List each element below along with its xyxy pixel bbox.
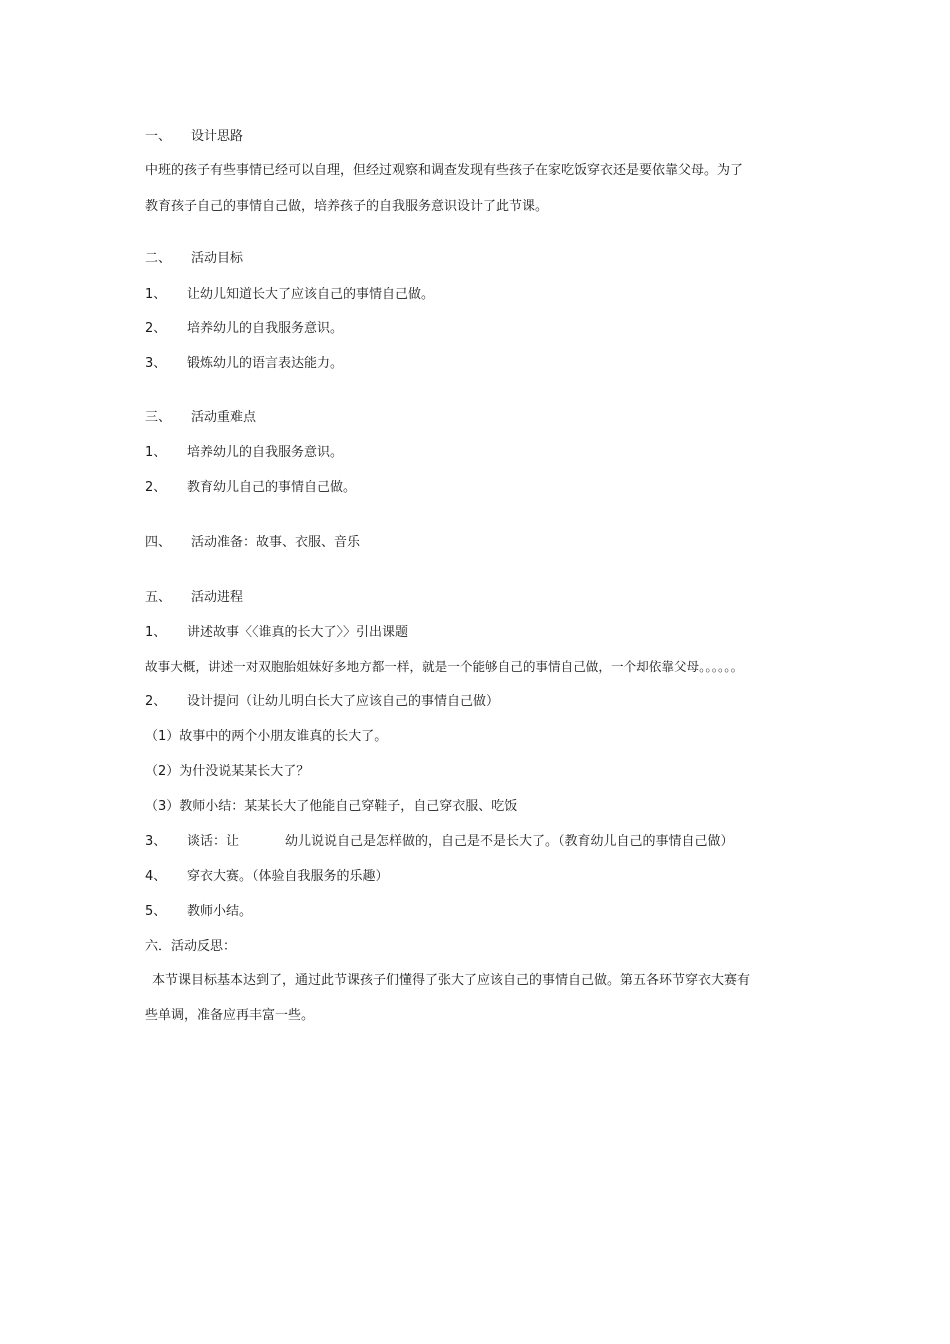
step-text: 教师小结。 xyxy=(187,904,253,919)
section-2-item-text: 让幼儿知道长大了应该自己的事情自己做。 xyxy=(187,287,435,302)
section-5-title: 活动进程 xyxy=(191,590,244,605)
question-1: （1）故事中的两个小朋友谁真的长大了。 xyxy=(145,729,388,744)
section-3-title: 活动重难点 xyxy=(191,410,257,425)
section-2-heading xyxy=(145,250,243,268)
section-5-step-1 xyxy=(145,624,408,642)
section-5-number: 五、 xyxy=(145,590,172,605)
section-2-item xyxy=(145,320,343,338)
section-4-title: 活动准备：故事、衣服、音乐 xyxy=(191,535,361,550)
step-number: 4、 xyxy=(145,869,167,884)
section-1-number: 一、 xyxy=(145,129,172,144)
section-2-item-number: 2、 xyxy=(145,321,167,336)
step-text-a: 谈话：让 xyxy=(187,834,240,849)
section-5-step-3 xyxy=(145,833,734,851)
step-text: 设计提问（让幼儿明白长大了应该自己的事情自己做） xyxy=(187,694,500,709)
section-3-number: 三、 xyxy=(145,410,172,425)
step-number: 1、 xyxy=(145,625,167,640)
section-5-heading xyxy=(145,589,243,607)
section-2-item-number: 3、 xyxy=(145,356,167,371)
section-1-paragraph-line-2: 教育孩子自己的事情自己做，培养孩子的自我服务意识设计了此节课。 xyxy=(145,199,549,214)
section-4-heading xyxy=(145,534,360,552)
section-1-paragraph-line-1: 中班的孩子有些事情已经可以自理，但经过观察和调查发现有些孩子在家吃饭穿衣还是要依靠父母。为了 xyxy=(145,163,744,178)
section-6-heading: 六．活动反思： xyxy=(145,939,237,954)
section-2-item-number: 1、 xyxy=(145,287,167,302)
section-3-item-text: 教育幼儿自己的事情自己做。 xyxy=(187,480,357,495)
step-number: 5、 xyxy=(145,904,167,919)
section-6-paragraph-line-1: 本节课目标基本达到了，通过此节课孩子们懂得了张大了应该自己的事情自己做。第五各环节穿衣大赛有 xyxy=(152,973,751,988)
question-3: （3）教师小结：某某长大了他能自己穿鞋子，自己穿衣服、吃饭 xyxy=(145,799,518,814)
section-3-item xyxy=(145,479,356,497)
section-2-item-text: 培养幼儿的自我服务意识。 xyxy=(187,321,344,336)
step-text-b: 幼儿说说自己是怎样做的，自己是不是长大了。（教育幼儿自己的事情自己做） xyxy=(285,834,734,849)
question-2: （2）为什没说某某长大了？ xyxy=(145,764,310,779)
step-text: 穿衣大赛。（体验自我服务的乐趣） xyxy=(187,869,389,884)
step-text: 讲述故事〈〈谁真的长大了〉〉引出课题 xyxy=(187,625,409,640)
section-3-item-text: 培养幼儿的自我服务意识。 xyxy=(187,445,344,460)
section-2-item xyxy=(145,286,434,304)
section-3-item-number: 2、 xyxy=(145,480,167,495)
section-5-step-4 xyxy=(145,868,389,886)
step-number: 2、 xyxy=(145,694,167,709)
section-1-heading xyxy=(145,128,243,146)
section-2-number: 二、 xyxy=(145,251,172,266)
story-summary: 故事大概，讲述一对双胞胎姐妹好多地方都一样，就是一个能够自己的事情自己做，一个却依靠父母。。。。。。 xyxy=(145,659,744,674)
section-5-step-5 xyxy=(145,903,252,921)
step-number: 3、 xyxy=(145,834,167,849)
section-3-heading xyxy=(145,409,256,427)
section-1-title: 设计思路 xyxy=(191,129,244,144)
section-3-item-number: 1、 xyxy=(145,445,167,460)
section-3-item xyxy=(145,444,343,462)
section-2-title: 活动目标 xyxy=(191,251,244,266)
section-2-item xyxy=(145,355,343,373)
section-5-step-2 xyxy=(145,693,499,711)
section-4-number: 四、 xyxy=(145,535,172,550)
section-2-item-text: 锻炼幼儿的语言表达能力。 xyxy=(187,356,344,371)
section-6-paragraph-line-2: 些单调，准备应再丰富一些。 xyxy=(145,1008,315,1023)
